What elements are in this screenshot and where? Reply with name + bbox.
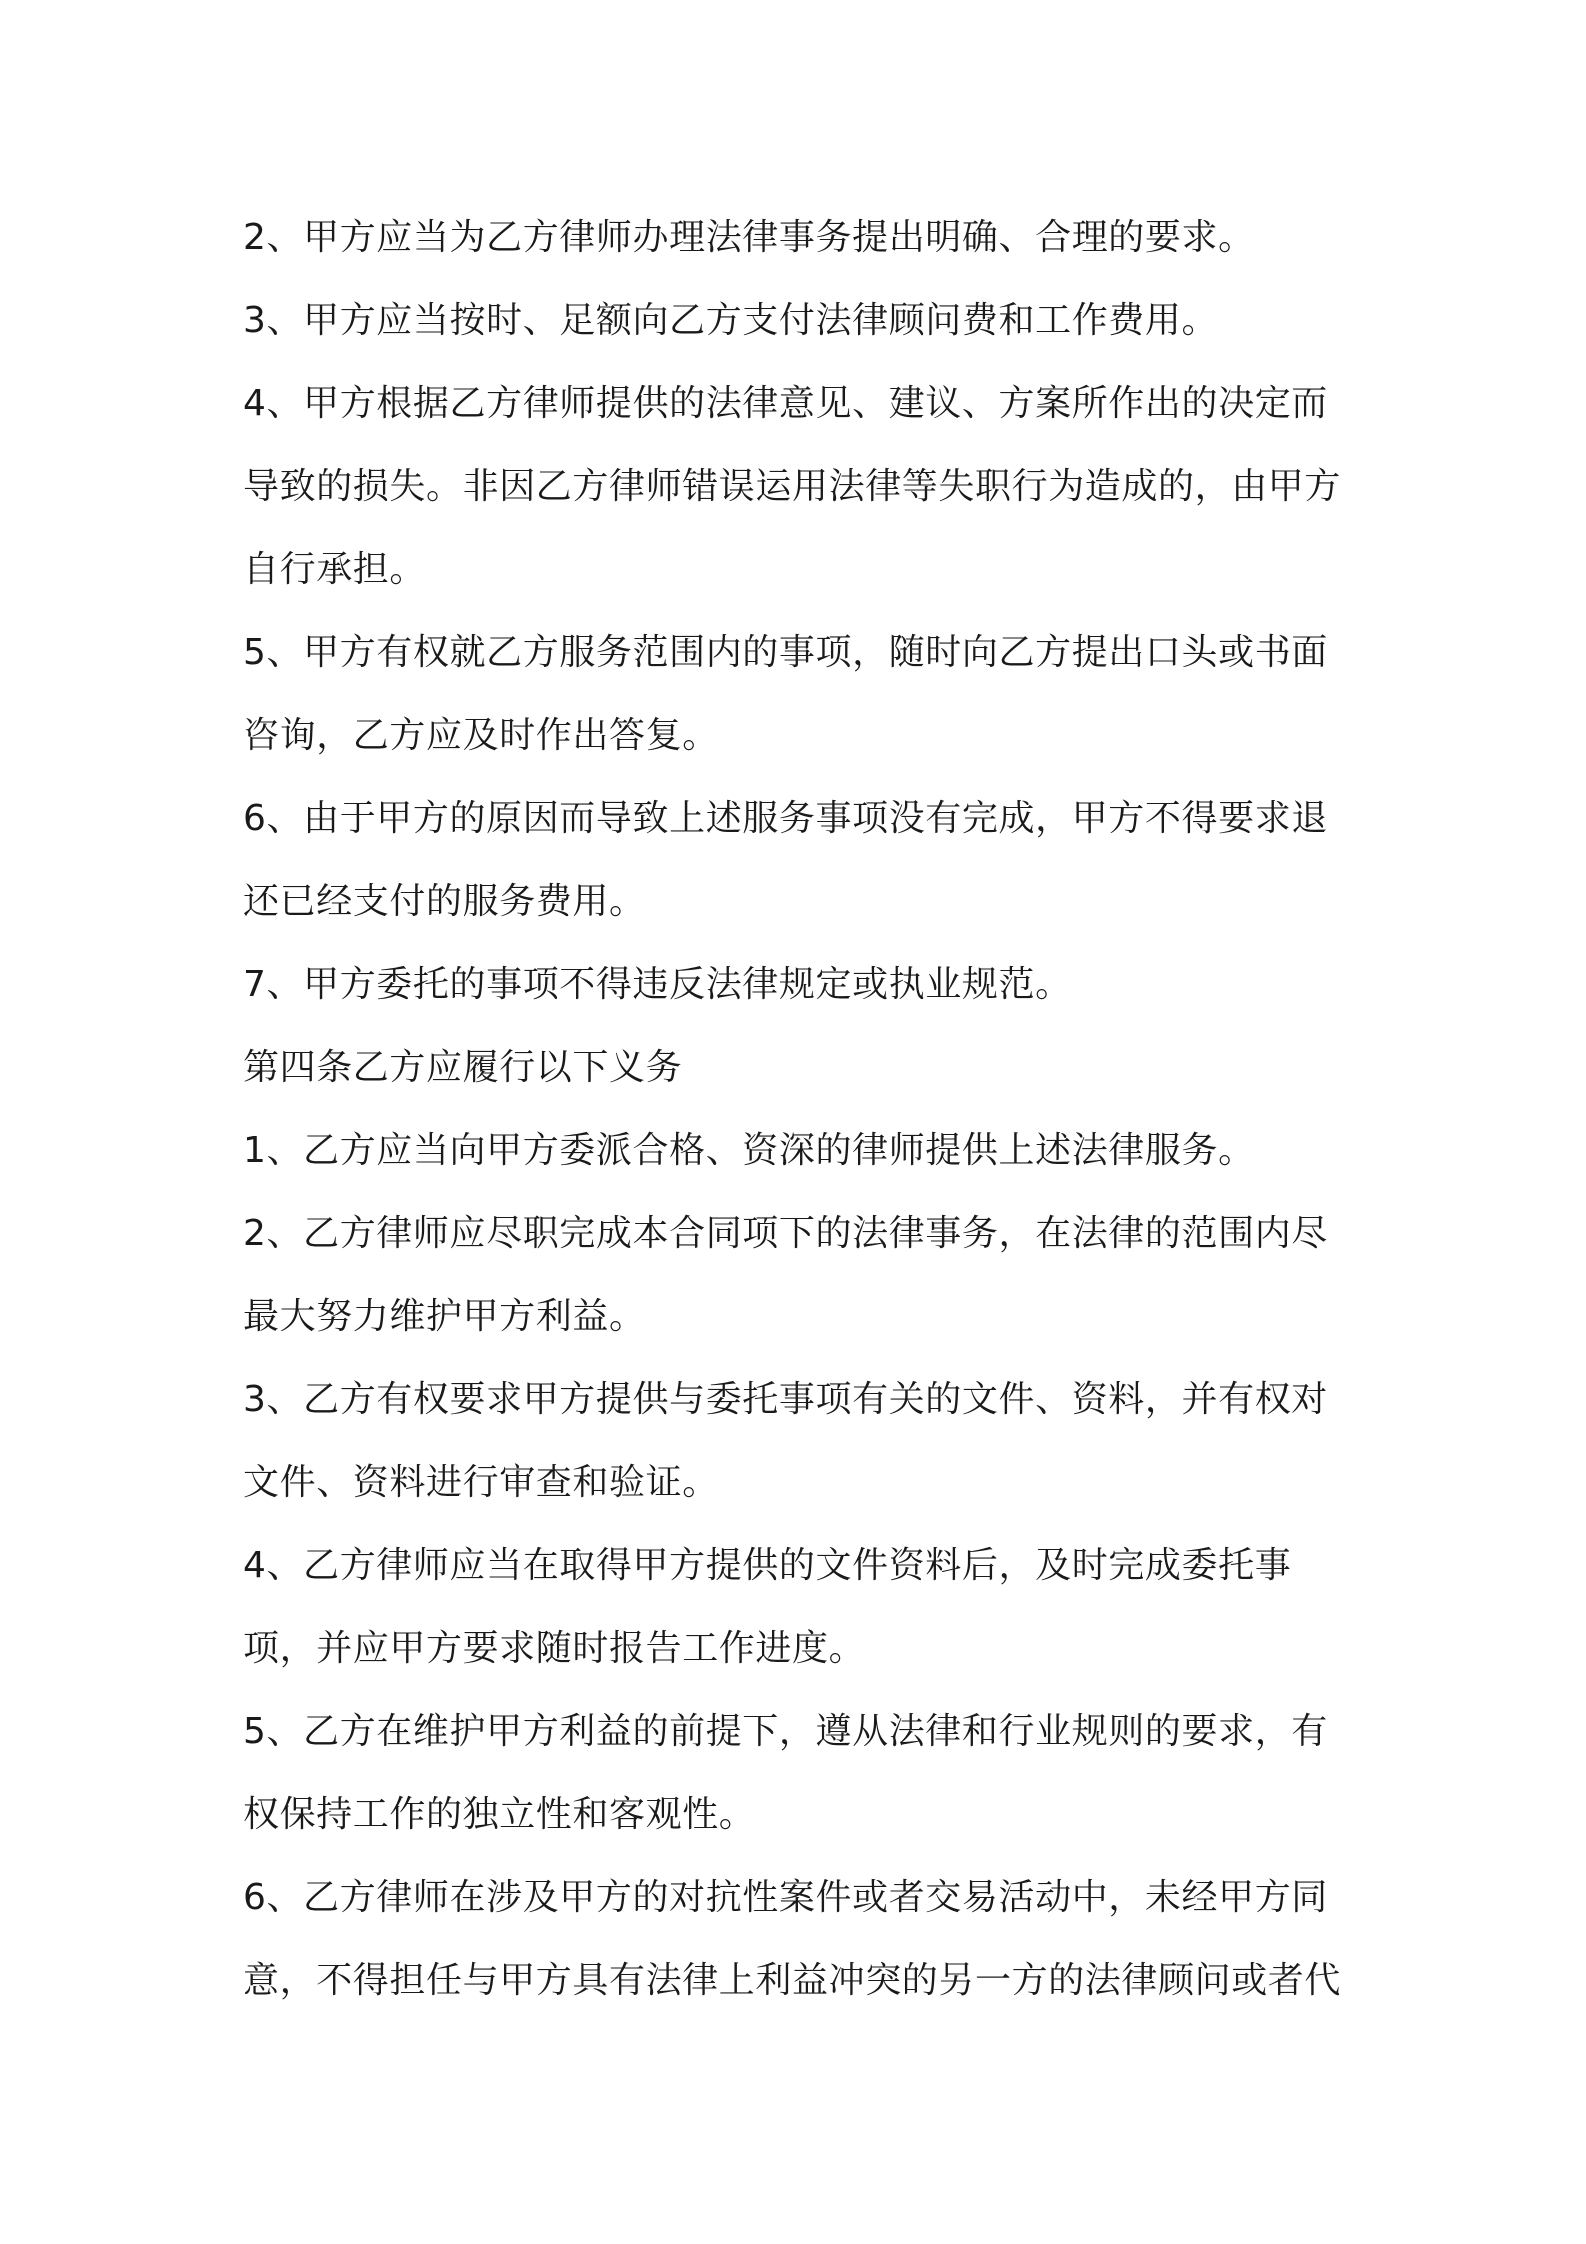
paragraph-party-a-duty-2: 2、甲方应当为乙方律师办理法律事务提出明确、合理的要求。: [243, 217, 1255, 258]
paragraph-party-b-duty-6: 6、乙方律师在涉及甲方的对抗性案件或者交易活动中，未经甲方同意，不得担任与甲方具有法律上利益冲突的另一方的法律顾问或者代: [243, 1877, 1342, 2001]
paragraph-party-a-duty-6: 6、由于甲方的原因而导致上述服务事项没有完成，甲方不得要求退还已经支付的服务费用。: [243, 798, 1328, 922]
paragraph-party-b-duty-2: 2、乙方律师应尽职完成本合同项下的法律事务，在法律的范围内尽最大努力维护甲方利益。: [243, 1213, 1328, 1337]
paragraph-party-b-duty-3: 3、乙方有权要求甲方提供与委托事项有关的文件、资料，并有权对文件、资料进行审查和验证。: [243, 1379, 1328, 1503]
paragraph-party-a-duty-3: 3、甲方应当按时、足额向乙方支付法律顾问费和工作费用。: [243, 300, 1219, 341]
section-heading-article-4: 第四条乙方应履行以下义务: [243, 1047, 683, 1088]
paragraph-party-a-duty-4: 4、甲方根据乙方律师提供的法律意见、建议、方案所作出的决定而导致的损失。非因乙方律师错误运用法律等失职行为造成的，由甲方自行承担。: [243, 383, 1342, 590]
contract-body-text: [243, 196, 1363, 2022]
paragraph-party-a-duty-5: 5、甲方有权就乙方服务范围内的事项，随时向乙方提出口头或书面咨询，乙方应及时作出答复。: [243, 632, 1328, 756]
paragraph-party-b-duty-1: 1、乙方应当向甲方委派合格、资深的律师提供上述法律服务。: [243, 1130, 1255, 1171]
paragraph-party-b-duty-4: 4、乙方律师应当在取得甲方提供的文件资料后，及时完成委托事项，并应甲方要求随时报告工作进度。: [243, 1545, 1292, 1669]
paragraph-party-a-duty-7: 7、甲方委托的事项不得违反法律规定或执业规范。: [243, 964, 1072, 1005]
paragraph-party-b-duty-5: 5、乙方在维护甲方利益的前提下，遵从法律和行业规则的要求，有权保持工作的独立性和客观性。: [243, 1711, 1328, 1835]
